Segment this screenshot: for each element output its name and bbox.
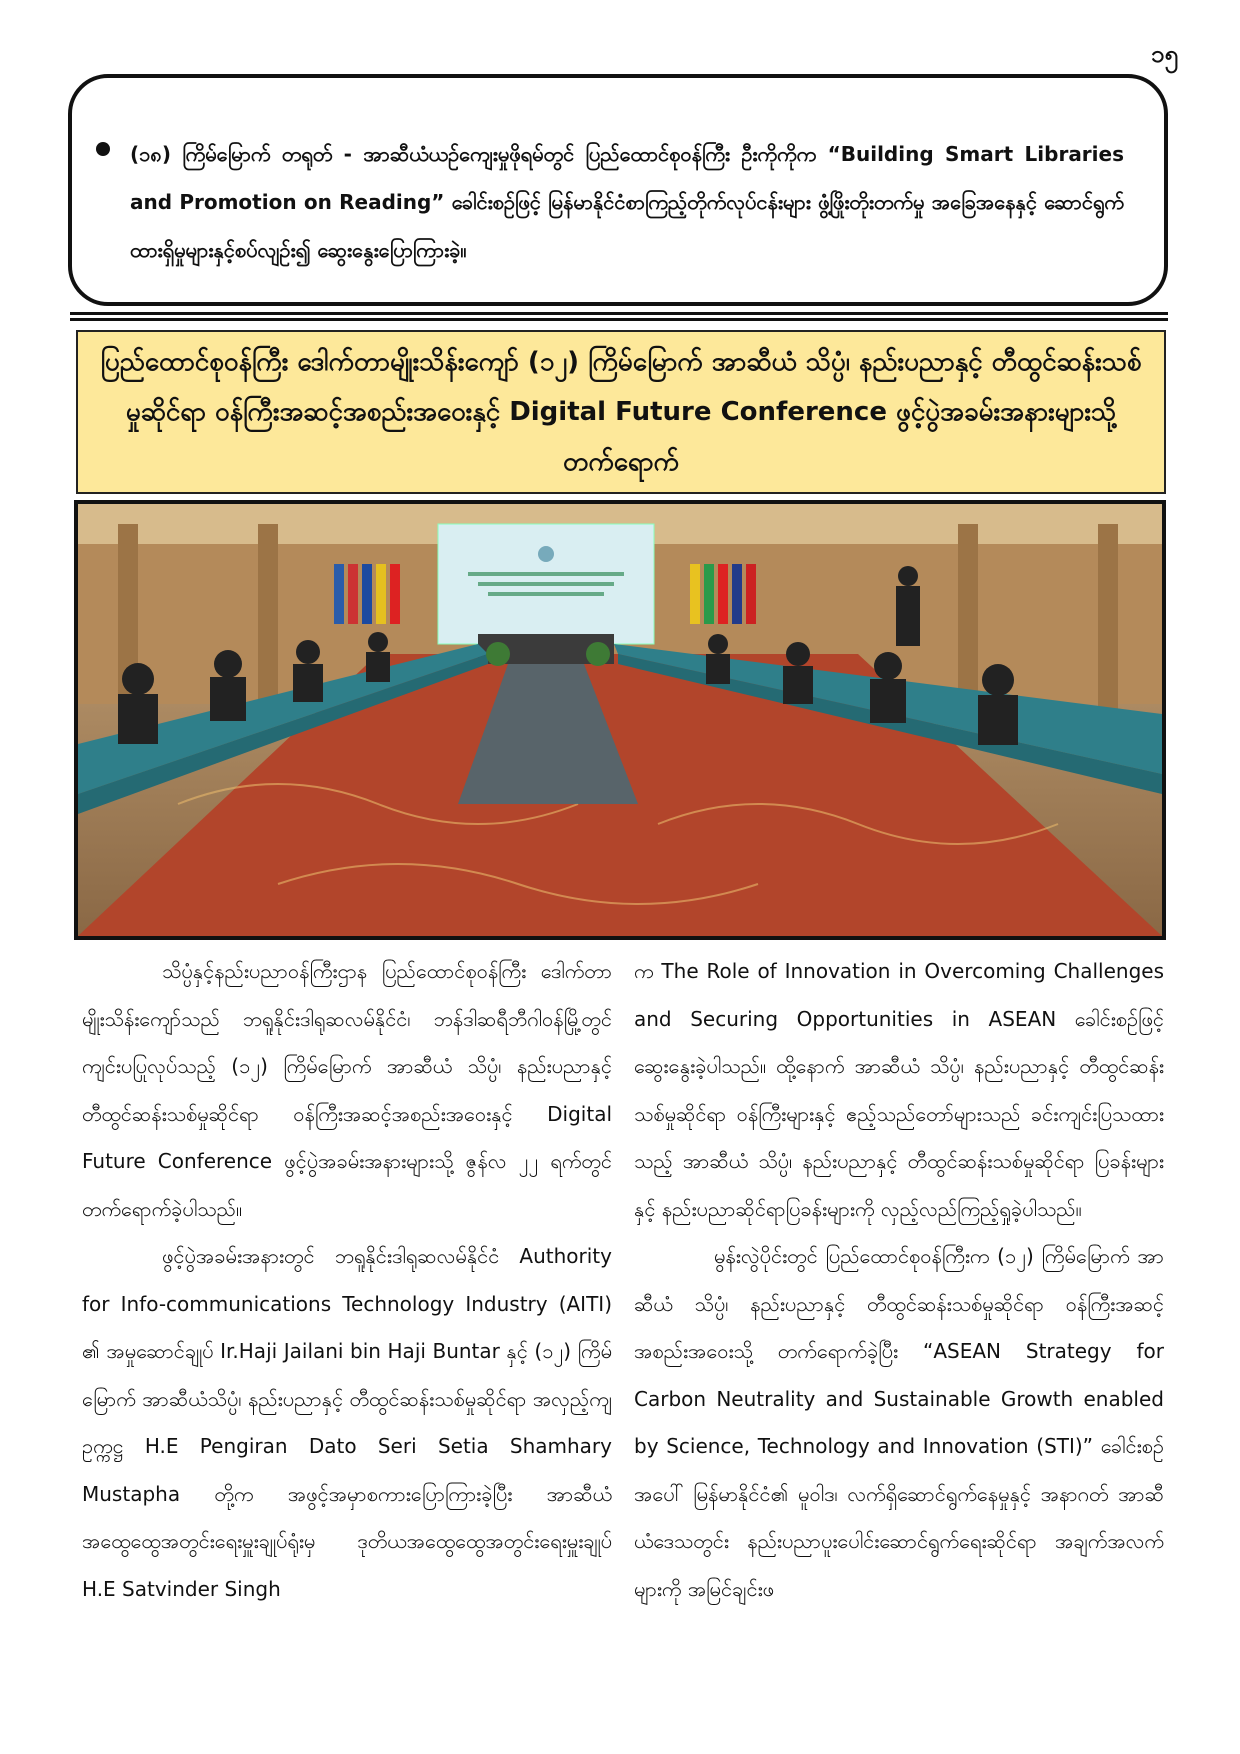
divider-line [70, 312, 1168, 315]
divider-line [70, 318, 1168, 321]
summary-text: (၁၈) ကြိမ်မြောက် တရုတ် - အာဆီယံယဉ်ကျေးမှုဖိုရမ်တွင် ပြည်ထောင်စုဝန်ကြီး ဦးကိုကိုက “Building Smart Libraries and Promotion on Reading” ခေါင်းစဉ်ဖြင့် မြန်မာနိုင်ငံစာကြည့်တိုက်လုပ်ငန်းများ ဖွံ့ဖြိုးတိုးတက်မှု အခြေအနေနှင့် ဆောင်ရွက်ထားရှိမှုများနှင့်စပ်လျဉ်း၍ ဆွေးနွေးပြောကြားခဲ့။ [130, 142, 1124, 262]
article-left-column [82, 948, 612, 1613]
conference-room-illustration [78, 504, 1162, 936]
article-paragraph: ဖွင့်ပွဲအခမ်းအနားတွင် ဘရူနိုင်းဒါရုဆလမ်နိုင်ငံ Authority for Info-communications Technology Industry (AITI) ၏ အမှုဆောင်ချုပ် Ir.Haji Jailani bin Haji Buntar နှင့် (၁၂) ကြိမ်မြောက် အာဆီယံသိပ္ပံ၊ နည်းပညာနှင့် တီထွင်ဆန်းသစ်မှုဆိုင်ရာ အလှည့်ကျ ဥက္ကဋ္ဌ H.E Pengiran Dato Seri Setia Shamhary Mustapha တို့က အဖွင့်အမှာစကားပြောကြားခဲ့ပြီး အာဆီယံအထွေထွေအတွင်းရေးမှူးချုပ်ရုံးမှ ဒုတိယအထွေထွေအတွင်းရေးမှူးချုပ် H.E Satvinder Singh [82, 1244, 612, 1601]
conference-photo [74, 500, 1166, 940]
page-number: ၁၅ [1151, 40, 1178, 68]
article-paragraph: က The Role of Innovation in Overcoming Challenges and Securing Opportunities in ASEAN ခေါင်းစဉ်ဖြင့် ဆွေးနွေးခဲ့ပါသည်။ ထို့နောက် အာဆီယံ သိပ္ပံ၊ နည်းပညာနှင့် တီထွင်ဆန်းသစ်မှုဆိုင်ရာ ဝန်ကြီးများနှင့် ဧည့်သည်တော်များသည် ခင်းကျင်းပြသထားသည့် အာဆီယံ သိပ္ပံ၊ နည်းပညာနှင့် တီထွင်ဆန်းသစ်မှုဆိုင်ရာ ပြခန်းများနှင့် နည်းပညာဆိုင်ရာပြခန်းများကို လှည့်လည်ကြည့်ရှုခဲ့ပါသည်။ [634, 959, 1164, 1221]
headline-box [76, 330, 1166, 494]
headline: ပြည်ထောင်စုဝန်ကြီး ဒေါက်တာမျိုးသိန်းကျော် (၁၂) ကြိမ်မြောက် အာဆီယံ သိပ္ပံ၊ နည်းပညာနှင့် တီထွင်ဆန်းသစ်မှုဆိုင်ရာ ဝန်ကြီးအဆင့်အစည်းအဝေးနှင့် Digital Future Conference ဖွင့်ပွဲအခမ်းအနားများသို့ တက်ရောက် [100, 347, 1142, 477]
bullet-icon [96, 142, 110, 156]
article-right-column [634, 948, 1164, 1613]
article-paragraph: မွန်းလွဲပိုင်းတွင် ပြည်ထောင်စုဝန်ကြီးက (၁၂) ကြိမ်မြောက် အာဆီယံ သိပ္ပံ၊ နည်းပညာနှင့် တီထွင်ဆန်းသစ်မှုဆိုင်ရာ ဝန်ကြီးအဆင့်အစည်းအဝေးသို့ တက်ရောက်ခဲ့ပြီး “ASEAN Strategy for Carbon Neutrality and Sustainable Growth enabled by Science, Technology and Innovation (STI)” ခေါင်းစဉ်အပေါ် မြန်မာနိုင်ငံ၏ မူဝါဒ၊ လက်ရှိဆောင်ရွက်နေမှုနှင့် အနာဂတ် အာဆီယံဒေသတွင်း နည်းပညာပူးပေါင်းဆောင်ရွက်ရေးဆိုင်ရာ အချက်အလက်များကို အမြင်ချင်းဖ [634, 1244, 1164, 1601]
article-paragraph: သိပ္ပံနှင့်နည်းပညာဝန်ကြီးဌာန ပြည်ထောင်စုဝန်ကြီး ဒေါက်တာမျိုးသိန်းကျော်သည် ဘရူနိုင်းဒါရုဆလမ်နိုင်ငံ၊ ဘန်ဒါဆရီဘီဂါဝန်မြို့တွင် ကျင်းပပြုလုပ်သည့် (၁၂) ကြိမ်မြောက် အာဆီယံ သိပ္ပံ၊ နည်းပညာနှင့် တီထွင်ဆန်းသစ်မှုဆိုင်ရာ ဝန်ကြီးအဆင့်အစည်းအဝေးနှင့် Digital Future Conference ဖွင့်ပွဲအခမ်းအနားများသို့ ဇွန်လ ၂၂ ရက်တွင် တက်ရောက်ခဲ့ပါသည်။ [82, 959, 612, 1221]
summary-box [68, 74, 1168, 306]
